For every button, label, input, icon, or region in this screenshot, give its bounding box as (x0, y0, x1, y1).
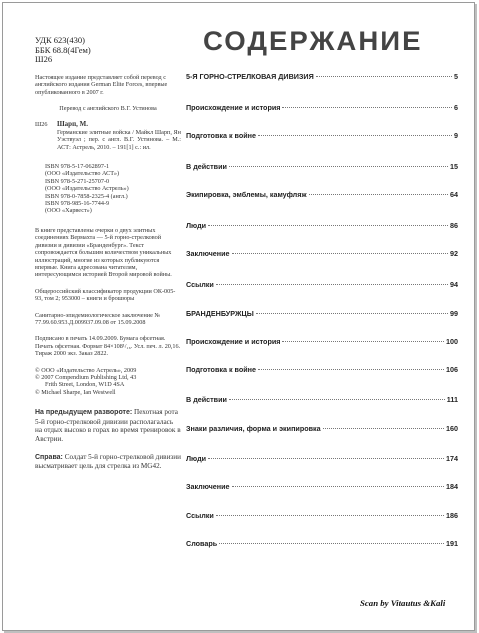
author-name: Шарп, М. (57, 120, 88, 129)
classifier-note: Общероссийский классификатор продукции ОК-005-93, том 2; 953000 – книги и брошюры (35, 287, 176, 303)
isbn-line: ISBN 978-0-7858-2325-4 (англ.) (45, 192, 128, 200)
isbn-line: ISBN 978-5-271-25707-0 (45, 177, 110, 185)
page-title: СОДЕРЖАНИЕ (203, 26, 423, 56)
toc-entry[interactable]: Экипировка, эмблемы, камуфляж 64 (186, 190, 458, 199)
author-entry (35, 121, 181, 151)
toc-entry[interactable]: Подготовка к войне 106 (186, 365, 458, 374)
toc-entry[interactable]: Заключение 92 (186, 249, 458, 258)
toc-entry[interactable]: Люди 174 (186, 454, 458, 463)
translator-note: Перевод с английского В.Г. Устинова (59, 105, 157, 112)
isbn-line: (ООО «Харвест») (45, 207, 92, 215)
copyright-line: © Michael Sharpe, Ian Westwell (35, 388, 116, 396)
toc-entry[interactable]: Ссылки 94 (186, 280, 458, 289)
toc-entry[interactable]: Ссылки 186 (186, 511, 458, 520)
edition-note: Настоящее издание представляет собой перевод с английского издания German Elite Forces, впервые опубликованного в 2007 г. (35, 73, 168, 96)
copyright-list (35, 367, 181, 397)
frontispiece-label: На предыдущем развороте: (35, 409, 133, 417)
frontispiece-text: Пехотная рота 5-й горно-стрелковой дивизии располагалась на отдых высоко в горах во время тренировок в Австрии. (35, 408, 181, 443)
print-details: Подписано в печать 14.09.2009. Бумага офсетная. Печать офсетная. Формат 84×108¹/₁₆. Усл. печ. л. 20,16. Тираж 2000 экз. Заказ 2822. (35, 335, 181, 358)
isbn-line: (ООО «Издательство АСТ») (45, 170, 120, 178)
toc-entry[interactable]: Происхождение и история 6 (186, 103, 458, 112)
right-photo-text: Солдат 5-й горно-стрелковой дивизии высматривает цель для стрелка из MG42. (35, 452, 181, 471)
bbk-code: ББК 68.8(4Гем) (35, 44, 91, 55)
toc-entry[interactable]: Заключение 184 (186, 482, 458, 491)
book-description: В книге представлены очерки о двух элитных соединениях Вермахта — 5-й горно-стрелковой дивизии и дивизии «Бранденбург». Текст сопровождается большим количеством уникальных иллюстраций, многие из которых публикуются впервые. Книга адресована читателям, интересующимся историей Второй мировой войны. (35, 226, 172, 279)
sanitary-note: Санитарно-эпидемиологическое заключение № 77.99.60.953.Д.009937.09.08 от 15.09.2008 (35, 311, 161, 326)
scan-credit: Scan by Vitautus &Kali (360, 598, 446, 608)
isbn-list (35, 163, 181, 215)
author-description: Германские элитные войска / Майкл Шарп, Ян Уэствуэл ; пер. с англ. В.Г. Устинова. – М.: АСТ: Астрель, 2010. – 191[1] с.: ил. (57, 128, 181, 151)
toc-entry[interactable]: Словарь 191 (186, 539, 458, 548)
right-photo-label: Справа: (35, 453, 63, 461)
udk-code: УДК 623(430) (35, 35, 85, 45)
shelf-code: Ш26 (35, 54, 53, 65)
copyright-line: © 2007 Compendium Publishing Ltd, 43 (35, 373, 137, 381)
toc-entry[interactable]: 5-Я ГОРНО-СТРЕЛКОВАЯ ДИВИЗИЯ 5 (186, 72, 458, 81)
isbn-line: ISBN 978-985-16-7744-9 (45, 200, 110, 208)
imprint-column (35, 36, 181, 471)
toc-entry[interactable]: Подготовка к войне 9 (186, 131, 458, 140)
isbn-line: (ООО «Издательство Астрель») (45, 185, 129, 193)
toc-entry[interactable]: Знаки различия, форма и экипировка 160 (186, 424, 458, 433)
toc-entry[interactable]: Люди 86 (186, 221, 458, 230)
frontispiece-caption (35, 408, 181, 443)
toc-entry[interactable]: В действии 111 (186, 395, 458, 404)
right-photo-caption (35, 453, 181, 471)
copyright-line: Frith Street, London, W1D 4SA (45, 381, 125, 389)
toc-entry[interactable]: В действии 15 (186, 162, 458, 171)
isbn-line: ISBN 978-5-17-062897-1 (45, 163, 110, 171)
author-code: Ш26 (35, 121, 48, 129)
copyright-line: © ООО «Издательство Астрель», 2009 (35, 366, 137, 374)
toc-entry[interactable]: БРАНДЕНБУРЖЦЫ 99 (186, 309, 458, 318)
toc-entry[interactable]: Происхождение и история 100 (186, 337, 458, 346)
